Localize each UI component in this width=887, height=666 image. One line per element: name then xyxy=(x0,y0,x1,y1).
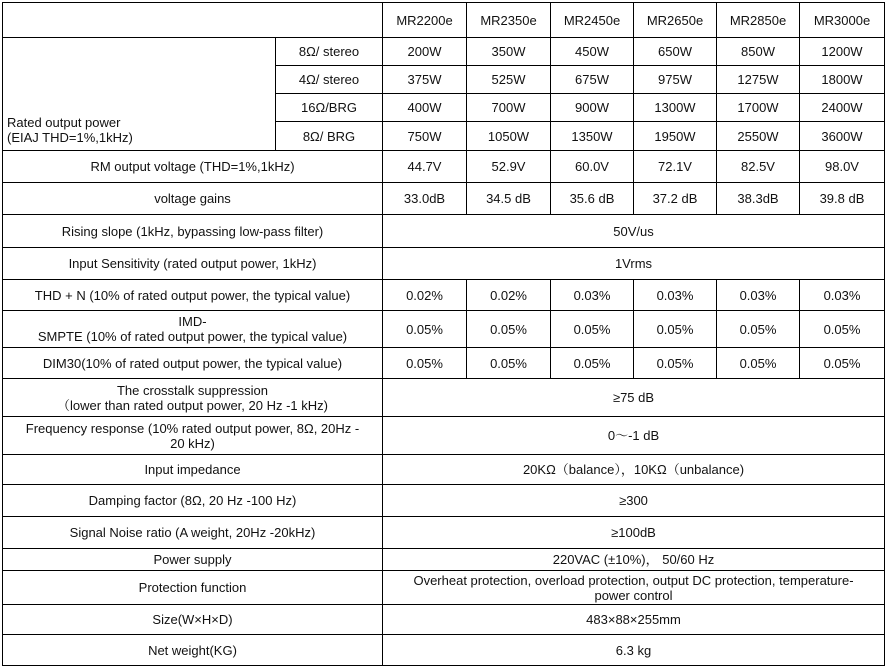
value-cell: 2550W xyxy=(717,122,800,151)
common-value-line1: Overheat protection, overload protection, output DC protection, temperature- xyxy=(413,572,854,588)
rated-power-label xyxy=(3,38,276,151)
value-cell: 0.05% xyxy=(551,311,634,348)
model-header: MR2850e xyxy=(717,3,800,38)
common-value: 483×88×255mm xyxy=(383,605,885,635)
spec-table xyxy=(2,2,885,666)
value-cell: 1200W xyxy=(800,38,885,66)
row-label: Input Sensitivity (rated output power, 1kHz) xyxy=(3,248,383,280)
common-value: 1Vrms xyxy=(383,248,885,280)
output-voltage-row xyxy=(3,151,885,183)
value-cell: 0.05% xyxy=(467,348,551,379)
value-cell: 200W xyxy=(383,38,467,66)
model-header: MR3000e xyxy=(800,3,885,38)
model-header: MR2350e xyxy=(467,3,551,38)
rising-slope-row xyxy=(3,215,885,248)
value-cell: 0.03% xyxy=(800,280,885,311)
input-impedance-row xyxy=(3,455,885,485)
row-label: Net weight(KG) xyxy=(3,635,383,666)
dim30-row xyxy=(3,348,885,379)
value-cell: 1950W xyxy=(634,122,717,151)
snr-row xyxy=(3,517,885,549)
value-cell: 0.05% xyxy=(717,311,800,348)
row-label xyxy=(3,417,383,455)
common-value: ≥100dB xyxy=(383,517,885,549)
value-cell: 0.05% xyxy=(383,311,467,348)
header-row xyxy=(3,3,885,38)
row-label-line1: The crosstalk suppression xyxy=(116,382,268,398)
row-label: Power supply xyxy=(3,549,383,571)
value-cell: 675W xyxy=(551,66,634,94)
crosstalk-row xyxy=(3,379,885,417)
row-label-line2: （lower than rated output power, 20 Hz -1 kHz) xyxy=(57,397,328,413)
value-cell: 0.05% xyxy=(634,348,717,379)
row-label xyxy=(3,379,383,417)
value-cell: 650W xyxy=(634,38,717,66)
value-cell: 52.9V xyxy=(467,151,551,183)
load-condition: 16Ω/BRG xyxy=(276,94,383,122)
value-cell: 0.05% xyxy=(717,348,800,379)
row-label: Size(W×H×D) xyxy=(3,605,383,635)
value-cell: 37.2 dB xyxy=(634,183,717,215)
value-cell: 44.7V xyxy=(383,151,467,183)
common-value: 50V/us xyxy=(383,215,885,248)
value-cell: 0.03% xyxy=(634,280,717,311)
row-label-line1: IMD- xyxy=(178,314,207,329)
value-cell: 72.1V xyxy=(634,151,717,183)
value-cell: 350W xyxy=(467,38,551,66)
common-value xyxy=(383,571,885,605)
rated-power-label-line2: (EIAJ THD=1%,1kHz) xyxy=(7,130,133,145)
net-weight-row xyxy=(3,635,885,666)
imd-smpte-row xyxy=(3,311,885,348)
value-cell: 375W xyxy=(383,66,467,94)
value-cell: 60.0V xyxy=(551,151,634,183)
common-value: 20KΩ（balance），10KΩ（unbalance) xyxy=(383,455,885,485)
row-label: DIM30(10% of rated output power, the typical value) xyxy=(3,348,383,379)
protection-row xyxy=(3,571,885,605)
value-cell: 1275W xyxy=(717,66,800,94)
load-condition: 4Ω/ stereo xyxy=(276,66,383,94)
voltage-gain-row xyxy=(3,183,885,215)
row-label: Damping factor (8Ω, 20 Hz -100 Hz) xyxy=(3,485,383,517)
row-label xyxy=(3,311,383,348)
value-cell: 525W xyxy=(467,66,551,94)
value-cell: 0.03% xyxy=(551,280,634,311)
value-cell: 1300W xyxy=(634,94,717,122)
value-cell: 0.02% xyxy=(383,280,467,311)
row-label: Rising slope (1kHz, bypassing low-pass filter) xyxy=(3,215,383,248)
common-value: 6.3 kg xyxy=(383,635,885,666)
common-value: ≥75 dB xyxy=(383,379,885,417)
row-label: voltage gains xyxy=(3,183,383,215)
value-cell: 0.03% xyxy=(717,280,800,311)
value-cell: 34.5 dB xyxy=(467,183,551,215)
value-cell: 33.0dB xyxy=(383,183,467,215)
value-cell: 1350W xyxy=(551,122,634,151)
value-cell: 1800W xyxy=(800,66,885,94)
input-sensitivity-row xyxy=(3,248,885,280)
common-value: 220VAC (±10%)， 50/60 Hz xyxy=(383,549,885,571)
value-cell: 98.0V xyxy=(800,151,885,183)
load-condition: 8Ω/ BRG xyxy=(276,122,383,151)
value-cell: 3600W xyxy=(800,122,885,151)
row-label: THD + N (10% of rated output power, the typical value) xyxy=(3,280,383,311)
value-cell: 0.05% xyxy=(467,311,551,348)
value-cell: 400W xyxy=(383,94,467,122)
row-label: Input impedance xyxy=(3,455,383,485)
common-value: 0～-1 dB xyxy=(383,417,885,455)
value-cell: 2400W xyxy=(800,94,885,122)
value-cell: 0.05% xyxy=(800,311,885,348)
value-cell: 1700W xyxy=(717,94,800,122)
value-cell: 1050W xyxy=(467,122,551,151)
model-header: MR2650e xyxy=(634,3,717,38)
value-cell: 0.02% xyxy=(467,280,551,311)
row-label-line1: Frequency response (10% rated output power, 8Ω, 20Hz - xyxy=(25,420,360,436)
thd-row xyxy=(3,280,885,311)
rated-power-row xyxy=(3,38,885,66)
damping-factor-row xyxy=(3,485,885,517)
common-value-line2: power control xyxy=(594,587,673,603)
row-label: Signal Noise ratio (A weight, 20Hz -20kHz) xyxy=(3,517,383,549)
value-cell: 35.6 dB xyxy=(551,183,634,215)
value-cell: 450W xyxy=(551,38,634,66)
value-cell: 975W xyxy=(634,66,717,94)
model-header: MR2450e xyxy=(551,3,634,38)
common-value: ≥300 xyxy=(383,485,885,517)
frequency-response-row xyxy=(3,417,885,455)
model-header: MR2200e xyxy=(383,3,467,38)
row-label: Protection function xyxy=(3,571,383,605)
row-label-line2: SMPTE (10% of rated output power, the typical value) xyxy=(37,329,348,344)
power-supply-row xyxy=(3,549,885,571)
header-blank-cell xyxy=(3,3,383,38)
value-cell: 0.05% xyxy=(800,348,885,379)
load-condition: 8Ω/ stereo xyxy=(276,38,383,66)
value-cell: 0.05% xyxy=(551,348,634,379)
value-cell: 900W xyxy=(551,94,634,122)
value-cell: 700W xyxy=(467,94,551,122)
row-label: RM output voltage (THD=1%,1kHz) xyxy=(3,151,383,183)
value-cell: 750W xyxy=(383,122,467,151)
value-cell: 850W xyxy=(717,38,800,66)
value-cell: 0.05% xyxy=(634,311,717,348)
value-cell: 82.5V xyxy=(717,151,800,183)
value-cell: 0.05% xyxy=(383,348,467,379)
row-label-line2: 20 kHz) xyxy=(170,435,215,451)
rated-power-label-line1: Rated output power xyxy=(7,115,121,130)
value-cell: 39.8 dB xyxy=(800,183,885,215)
size-row xyxy=(3,605,885,635)
value-cell: 38.3dB xyxy=(717,183,800,215)
